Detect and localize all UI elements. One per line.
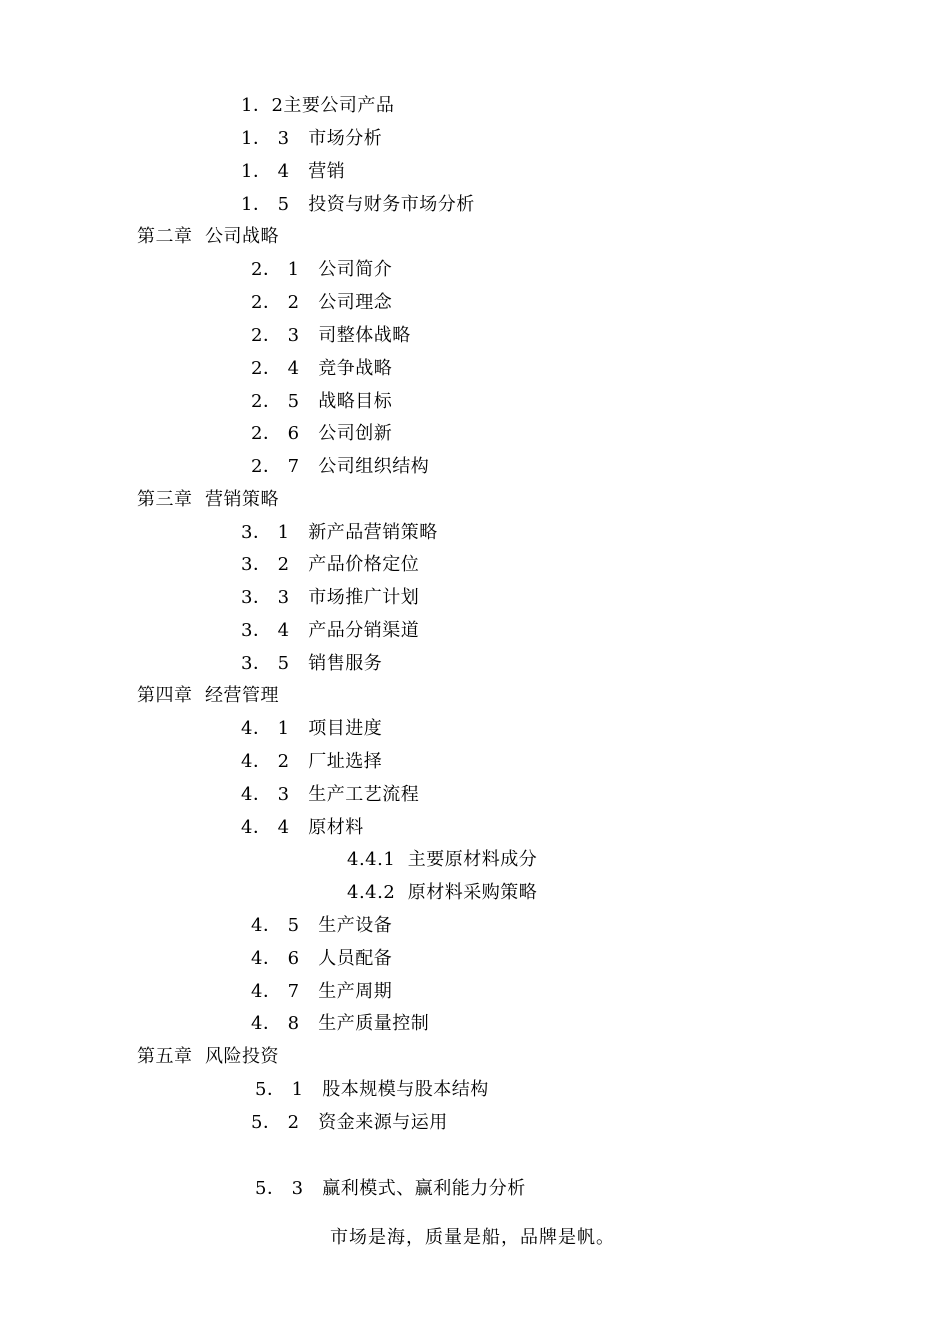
toc-item: 3． 2 产品价格定位 bbox=[241, 554, 420, 575]
toc-item: 2． 4 竞争战略 bbox=[251, 358, 393, 379]
toc-item: 4． 7 生产周期 bbox=[251, 981, 393, 1002]
toc-item: 3． 1 新产品营销策略 bbox=[241, 522, 438, 543]
toc-item: 2． 3 司整体战略 bbox=[251, 325, 411, 346]
toc-item: 3． 3 市场推广计划 bbox=[241, 587, 420, 608]
toc-subitem: 4.4.2 原材料采购策略 bbox=[347, 882, 538, 903]
toc-item: 2． 5 战略目标 bbox=[251, 391, 393, 412]
chapter-heading: 第三章 营销策略 bbox=[137, 489, 279, 510]
toc-item: 1． 5 投资与财务市场分析 bbox=[241, 194, 475, 215]
toc-item: 5． 1 股本规模与股本结构 bbox=[255, 1079, 489, 1100]
toc-item: 5． 3 赢利模式、赢利能力分析 bbox=[255, 1178, 526, 1199]
toc-item: 5． 2 资金来源与运用 bbox=[251, 1112, 448, 1133]
toc-item: 4． 1 项目进度 bbox=[241, 718, 383, 739]
footer-slogan: 市场是海，质量是船，品牌是帆。 bbox=[330, 1227, 615, 1248]
chapter-heading: 第二章 公司战略 bbox=[137, 226, 279, 247]
toc-item: 2． 1 公司简介 bbox=[251, 259, 393, 280]
toc-item: 1． 3 市场分析 bbox=[241, 128, 383, 149]
toc-item: 2． 6 公司创新 bbox=[251, 423, 393, 444]
toc-item: 2． 2 公司理念 bbox=[251, 292, 393, 313]
toc-subitem: 4.4.1 主要原材料成分 bbox=[347, 849, 538, 870]
toc-item: 3． 4 产品分销渠道 bbox=[241, 620, 420, 641]
toc-item: 4． 5 生产设备 bbox=[251, 915, 393, 936]
toc-item: 1． 4 营销 bbox=[241, 161, 346, 182]
toc-item: 2． 7 公司组织结构 bbox=[251, 456, 430, 477]
chapter-heading: 第五章 风险投资 bbox=[137, 1046, 279, 1067]
toc-item: 3． 5 销售服务 bbox=[241, 653, 383, 674]
toc-item: 1．2主要公司产品 bbox=[241, 95, 395, 116]
chapter-heading: 第四章 经营管理 bbox=[137, 685, 279, 706]
toc-item: 4． 8 生产质量控制 bbox=[251, 1013, 430, 1034]
toc-item: 4． 4 原材料 bbox=[241, 817, 364, 838]
toc-item: 4． 2 厂址选择 bbox=[241, 751, 383, 772]
toc-item: 4． 6 人员配备 bbox=[251, 948, 393, 969]
toc-item: 4． 3 生产工艺流程 bbox=[241, 784, 420, 805]
